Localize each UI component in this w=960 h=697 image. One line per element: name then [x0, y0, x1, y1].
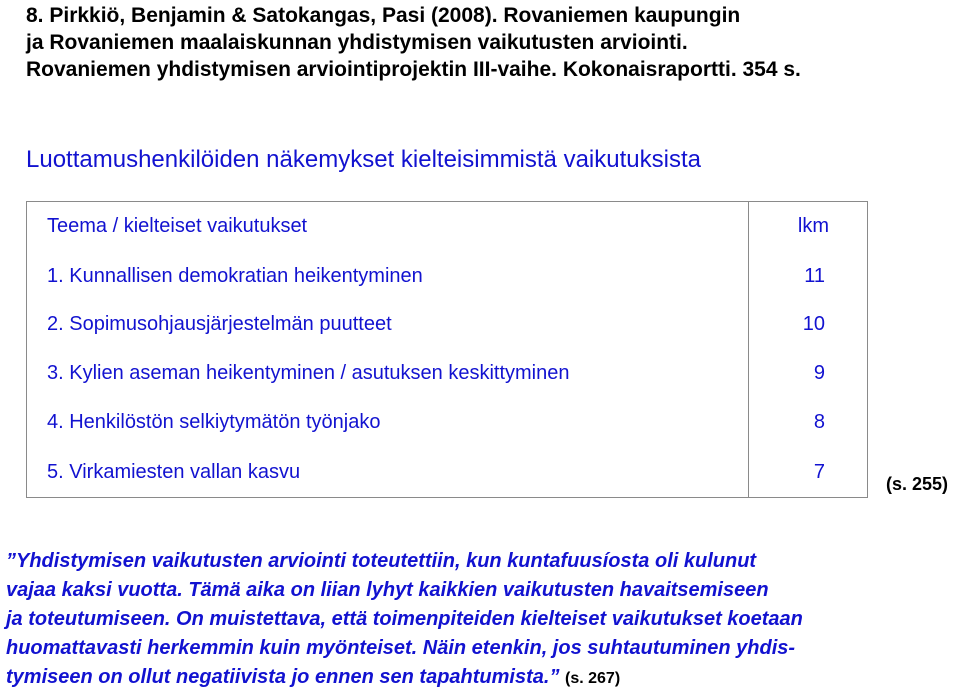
row-count: 10: [749, 301, 868, 350]
quote-line: vajaa kaksi vuotta. Tämä aika on liian lyhyt kaikkien vaikutusten havaitsemiseen: [6, 579, 769, 601]
row-count: 8: [749, 398, 868, 447]
header-theme: Teema / kielteiset vaikutukset: [47, 215, 308, 238]
impacts-table: [26, 201, 868, 498]
row-theme: 3. Kylien aseman heikentyminen / asutuksen keskittyminen: [47, 362, 570, 385]
quote: [6, 547, 951, 693]
citation-line: ja Rovaniemen maalaiskunnan yhdistymisen vaikutusten arviointi.: [26, 31, 688, 54]
table-row: [27, 301, 868, 350]
row-count: 11: [749, 252, 868, 301]
table-row: [27, 447, 868, 497]
quote-line: ja toteutumiseen. On muistettava, että toimenpiteiden kielteiset vaikutukset koetaan: [6, 608, 803, 630]
citation: [26, 2, 946, 83]
slide-title: Luottamushenkilöiden näkemykset kielteisimmistä vaikutuksista: [26, 146, 701, 173]
row-theme: 2. Sopimusohjausjärjestelmän puutteet: [47, 313, 392, 336]
table-row: [27, 252, 868, 301]
table-row: [27, 398, 868, 447]
table-row: [27, 349, 868, 398]
row-count: 9: [749, 349, 868, 398]
header-count: lkm: [749, 202, 868, 252]
citation-line: 8. Pirkkiö, Benjamin & Satokangas, Pasi (2008). Rovaniemen kaupungin: [26, 4, 741, 27]
row-count: 7: [749, 447, 868, 497]
quote-line: ”Yhdistymisen vaikutusten arviointi toteutettiin, kun kuntafuusíosta oli kulunut: [6, 550, 757, 572]
quote-line: huomattavasti herkemmin kuin myönteiset. Näin etenkin, jos suhtautuminen yhdis-: [6, 637, 796, 659]
row-theme: 5. Virkamiesten vallan kasvu: [47, 460, 301, 483]
table-header-row: [27, 202, 868, 252]
quote-last-line: [6, 663, 951, 693]
row-theme: 4. Henkilöstön selkiytymätön työnjako: [47, 411, 381, 434]
table-page-ref: (s. 255): [886, 474, 949, 494]
quote-page-ref: (s. 267): [565, 670, 621, 687]
citation-line: Rovaniemen yhdistymisen arviointiprojektin III-vaihe. Kokonaisraportti. 354 s.: [26, 58, 801, 81]
row-theme: 1. Kunnallisen demokratian heikentyminen: [47, 264, 423, 287]
quote-line: tymiseen on ollut negatiivista jo ennen sen tapahtumista.”: [6, 666, 560, 688]
